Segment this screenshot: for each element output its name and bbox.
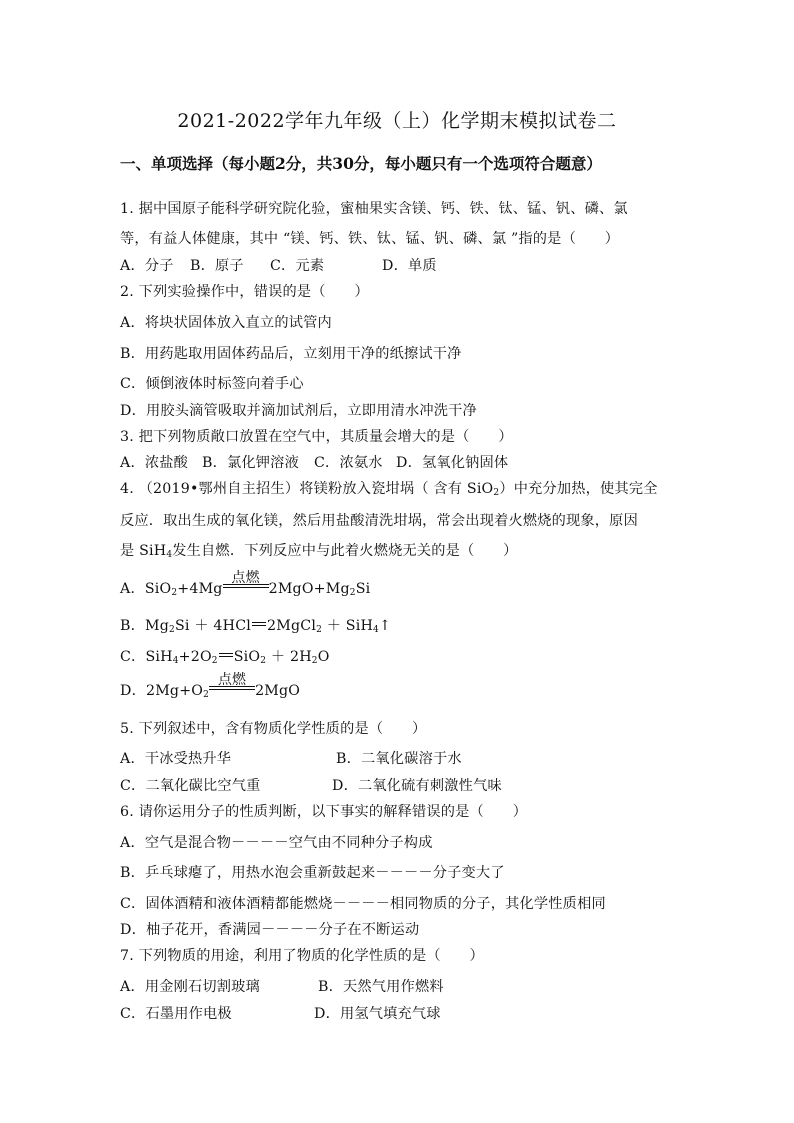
subscript: 4 bbox=[172, 656, 179, 666]
q7-option-c: C．石墨用作电极 bbox=[120, 1006, 232, 1022]
q4-option-b bbox=[120, 615, 391, 635]
reaction-condition-arrow bbox=[223, 570, 269, 597]
formula-text: C．SiH bbox=[120, 649, 173, 665]
q4-stem-line2: 反应．取出生成的氧化镁，然后用盐酸清洗坩埚，常会出现着火燃烧的现象，原因 bbox=[120, 513, 638, 529]
q2-option-d: D．用胶头滴管吸取并滴加试剂后，立即用清水冲洗干净 bbox=[120, 403, 477, 419]
q4-option-c bbox=[120, 646, 330, 666]
q1-options bbox=[120, 255, 437, 275]
q2-option-c: C．倾倒液体时标签向着手心 bbox=[120, 376, 304, 392]
subscript: 2 bbox=[171, 588, 178, 598]
formula-text: +4Mg bbox=[177, 581, 223, 597]
formula-text: 2MgCl bbox=[267, 618, 317, 634]
subscript: 2 bbox=[203, 690, 210, 700]
equals-sign bbox=[219, 653, 233, 657]
q7-option-d: D．用氢气填充气球 bbox=[314, 1006, 441, 1022]
subscript: 2 bbox=[169, 625, 175, 635]
q2-option-a: A．将块状固体放入直立的试管内 bbox=[120, 315, 332, 331]
subscript: 4 bbox=[373, 625, 379, 635]
q2-stem: 2. 下列实验操作中，错误的是（ ） bbox=[120, 284, 369, 300]
q5-options-row2 bbox=[120, 775, 502, 795]
q4-stem-line1 bbox=[120, 478, 658, 498]
subscript: 2 bbox=[311, 656, 318, 666]
q5-option-d: D．二氧化硫有刺激性气味 bbox=[332, 778, 502, 794]
q1-stem-line2: 等，有益人体健康，其中 “镁、钙、铁、钛、锰、钒、磷、氯 ”指的是（ ） bbox=[120, 231, 620, 247]
q4-stem-text: 4. （2019•鄂州自主招生）将镁粉放入瓷坩埚（ 含有 SiO bbox=[120, 481, 494, 497]
gas-up-arrow: ↑ bbox=[378, 618, 392, 634]
q3-option-d: D．氢氧化钠固体 bbox=[396, 455, 509, 471]
ignition-condition: 点燃 bbox=[217, 672, 247, 688]
q4-stem-line3 bbox=[120, 540, 518, 560]
q7-stem: 7. 下列物质的用途，利用了物质的化学性质的是（ ） bbox=[120, 948, 484, 964]
q4-option-a bbox=[120, 570, 371, 598]
q5-option-a: A．干冰受热升华 bbox=[120, 751, 232, 767]
q1-option-b: B．原子 bbox=[190, 258, 244, 274]
equals-sign bbox=[252, 622, 266, 626]
q6-option-d: D．柚子花开，香满园－－－－分子在不断运动 bbox=[120, 922, 420, 938]
q7-options-row1 bbox=[120, 976, 444, 996]
formula-text: D．2Mg+O bbox=[120, 683, 204, 699]
q6-option-a: A．空气是混合物－－－－空气由不同种分子构成 bbox=[120, 835, 433, 851]
q7-options-row2 bbox=[120, 1003, 441, 1023]
formula-text: ＋ SiH bbox=[322, 618, 374, 634]
q3-option-a: A．浓盐酸 bbox=[120, 455, 188, 471]
q1-option-d: D．单质 bbox=[382, 258, 437, 274]
formula-text: A．SiO bbox=[120, 581, 172, 597]
q5-stem: 5. 下列叙述中，含有物质化学性质的是（ ） bbox=[120, 721, 427, 737]
q2-option-b: B．用药匙取用固体药品后，立刻用干净的纸擦试干净 bbox=[120, 346, 462, 362]
formula-text: 2MgO bbox=[255, 683, 301, 699]
formula-text: ＋ 2H bbox=[266, 649, 312, 665]
subscript: 2 bbox=[211, 656, 218, 666]
subscript: 2 bbox=[316, 625, 322, 635]
formula-text: 2MgO+Mg bbox=[268, 581, 350, 597]
q6-option-c: C．固体酒精和液体酒精都能燃烧－－－－相同物质的分子，其化学性质相同 bbox=[120, 896, 606, 912]
q1-option-a: A．分子 bbox=[120, 258, 174, 274]
q3-options bbox=[120, 452, 508, 472]
q3-option-b: B．氯化钾溶液 bbox=[202, 455, 299, 471]
q6-stem: 6. 请你运用分子的性质判断，以下事实的解释错误的是（ ） bbox=[120, 804, 528, 820]
formula-text: O bbox=[317, 649, 330, 665]
subscript: 4 bbox=[166, 550, 173, 560]
section-heading: 一、单项选择（每小题2分，共30分，每小题只有一个选项符合题意） bbox=[120, 154, 602, 173]
formula-text: B．Mg bbox=[120, 618, 170, 634]
q3-option-c: C．浓氨水 bbox=[314, 455, 383, 471]
formula-text: Si ＋ 4HCl bbox=[174, 618, 252, 634]
q5-options-row1 bbox=[120, 748, 462, 768]
q4-stem-text: 发生自燃．下列反应中与此着火燃烧无关的是（ ） bbox=[172, 543, 518, 559]
ignition-condition: 点燃 bbox=[231, 570, 260, 586]
page-title: 2021-2022学年九年级（上）化学期末模拟试卷二 bbox=[177, 110, 617, 132]
subscript: 2 bbox=[349, 588, 356, 598]
q7-option-a: A．用金刚石切割玻璃 bbox=[120, 979, 260, 995]
q4-option-d bbox=[120, 672, 301, 700]
q5-option-c: C．二氧化碳比空气重 bbox=[120, 778, 261, 794]
reaction-condition-arrow bbox=[209, 672, 255, 699]
q4-stem-text: ）中充分加热，使其完全 bbox=[499, 481, 658, 497]
formula-text: +2O bbox=[178, 649, 212, 665]
q1-option-c: C．元素 bbox=[270, 258, 325, 274]
q4-stem-text: 是 SiH bbox=[120, 543, 167, 559]
formula-text: Si bbox=[355, 581, 371, 597]
q5-option-b: B．二氧化碳溶于水 bbox=[336, 751, 462, 767]
q1-stem-line1: 1. 据中国原子能科学研究院化验，蜜柚果实含镁、钙、铁、钛、锰、钒、磷、氯 bbox=[120, 201, 628, 217]
q6-option-b: B．乒乓球瘪了，用热水泡会重新鼓起来－－－－分子变大了 bbox=[120, 865, 505, 881]
q3-stem: 3. 把下列物质敞口放置在空气中，其质量会增大的是（ ） bbox=[120, 429, 513, 445]
q7-option-b: B．天然气用作燃料 bbox=[318, 979, 444, 995]
subscript: 2 bbox=[260, 656, 267, 666]
subscript: 2 bbox=[493, 488, 500, 498]
formula-text: SiO bbox=[233, 649, 261, 665]
